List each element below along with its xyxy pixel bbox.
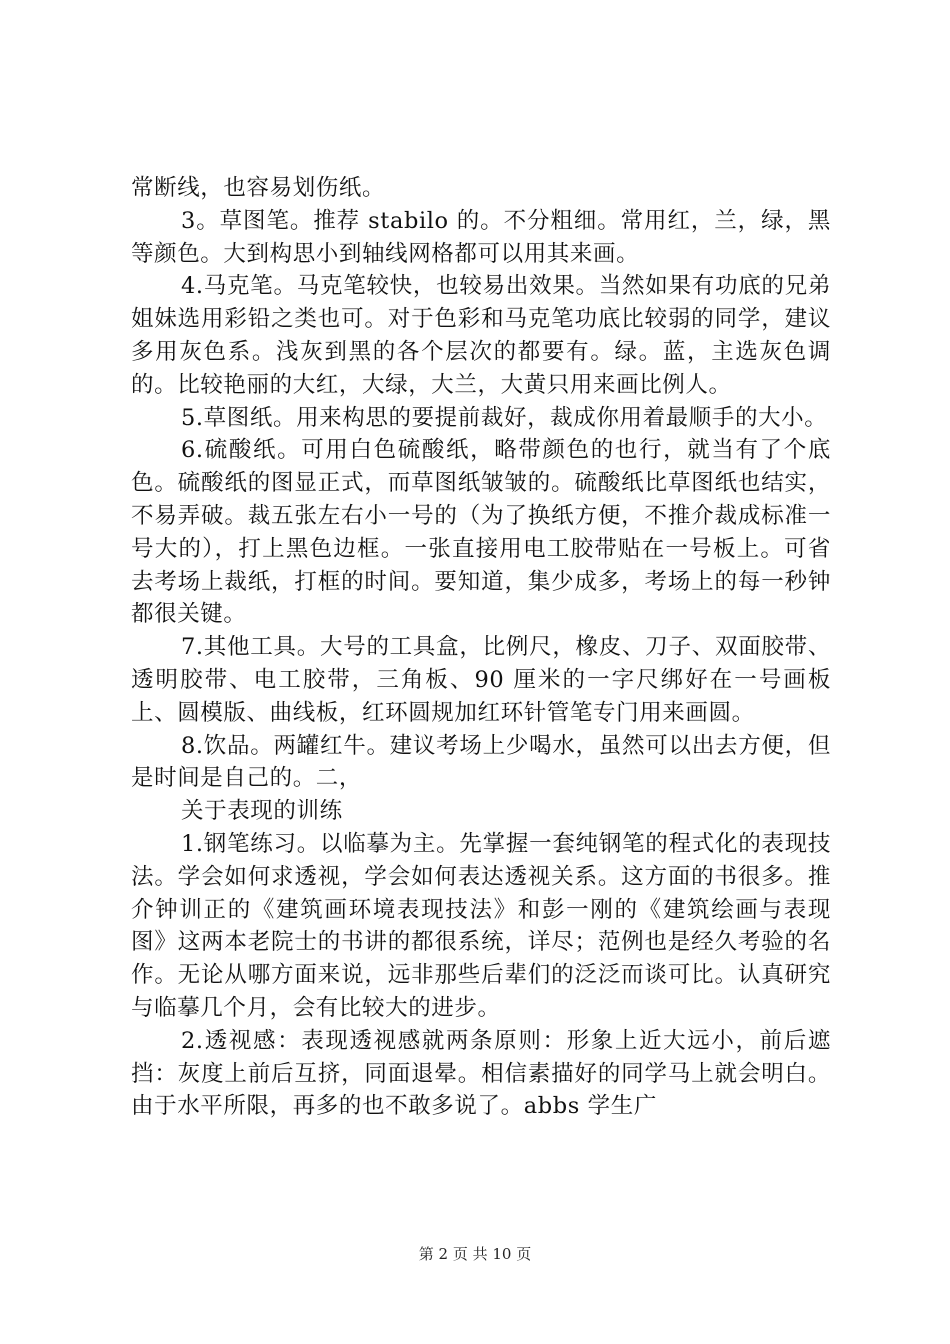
paragraph-sketch-pen: 3。草图笔。推荐 stabilo 的。不分粗细。常用红，兰，绿，黑等颜色。大到构思小到轴线网格都可以用其来画。 xyxy=(131,207,831,267)
paragraph-marker: 4.马克笔。马克笔较快，也较易出效果。当然如果有功底的兄弟姐妹选用彩铅之类也可。对于色彩和马克笔功底比较弱的同学，建议多用灰色系。浅灰到黑的各个层次的都要有。绿。蓝，主选灰色调的。比较艳丽的大红，大绿，大兰，大黄只用来画比例人。 xyxy=(131,273,831,398)
paragraph-perspective: 2.透视感：表现透视感就两条原则：形象上近大远小，前后遮挡：灰度上前后互挤，同面退晕。相信素描好的同学马上就会明白。由于水平所限，再多的也不敢多说了。abbs 学生广 xyxy=(131,1027,831,1120)
paragraph-other-tools: 7.其他工具。大号的工具盒，比例尺，橡皮、刀子、双面胶带、透明胶带、电工胶带，三角板、90 厘米的一字尺绑好在一号画板上、圆模版、曲线板，红环圆规加红环针管笔专门用来画圆。 xyxy=(131,634,831,726)
paragraph-sketch-paper: 5.草图纸。用来构思的要提前裁好，裁成你用着最顺手的大小。 xyxy=(181,404,828,431)
page-footer: 第 2 页 共 10 页 xyxy=(418,1245,532,1263)
section-heading: 关于表现的训练 xyxy=(181,798,343,825)
paragraph-drinks: 8.饮品。两罐红牛。建议考场上少喝水，虽然可以出去方便，但是时间是自己的。二， xyxy=(131,732,831,792)
paragraph-tracing-paper: 6.硫酸纸。可用白色硫酸纸，略带颜色的也行，就当有了个底色。硫酸纸的图显正式，而草图纸皱皱的。硫酸纸比草图纸也结实，不易弄破。裁五张左右小一号的（为了换纸方便，不推介裁成标准一号大的），打上黑色边框。一张直接用电工胶带贴在一号板上。可省去考场上裁纸，打框的时间。要知道，集少成多，考场上的每一秒钟都很关键。 xyxy=(131,437,831,628)
document-body xyxy=(131,172,831,1123)
paragraph-pen-practice: 1.钢笔练习。以临摹为主。先掌握一套纯钢笔的程式化的表现技法。学会如何求透视，学会如何表达透视关系。这方面的书很多。推介钟训正的《建筑画环境表现技法》和彭一刚的《建筑绘画与表现图》这两本老院士的书讲的都很系统，详尽；范例也是经久考验的名作。无论从哪方面来说，远非那些后辈们的泛泛而谈可比。认真研究与临摹几个月，会有比较大的进步。 xyxy=(131,830,831,1021)
paragraph-continuation: 常断线，也容易划伤纸。 xyxy=(131,175,386,201)
